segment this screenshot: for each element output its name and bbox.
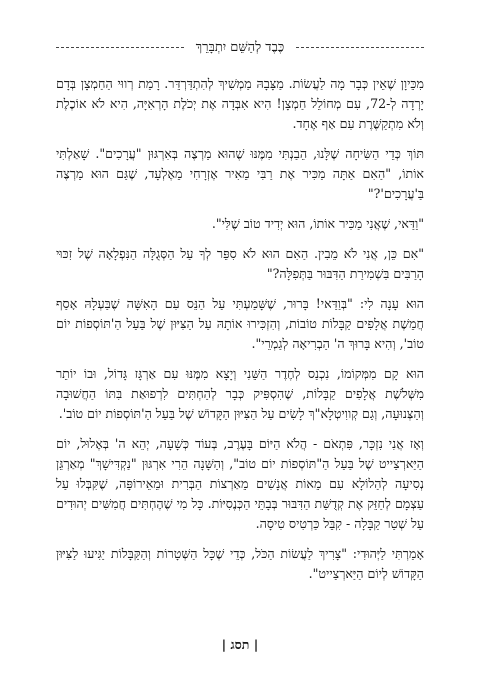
running-head <box>56 36 424 58</box>
paragraph-7: וְאָז אֲנִי נִזְכָּר, פִּתְאֹם - הֲלֹא הַיּוֹם בָּעֶרֶב, בְּעוֹד כְּשָׁעָה, יְהֵא ה' בְּאֶלוּל, יוֹם הַיַּארְצַייט שֶׁל בַּעַל הַ"תּוֹסְפוֹת יוֹם טוֹב", וְהַשָּׁנָה הֵרִי אִרְגּוּן "נַקְדִּישָׁךְ" מְאַרְגֵּן נְסִיעָה לְהַלוֹלָא עִם מֵאוֹת אֲנָשִׁים מֵאַרְצוֹת הַבְּרִית וּמֵאֵירוֹפָּה, שֶׁקִּבְּלוּ עַל עַצְמָם לְחַזֵּק אֶת קְדֻשַּׁת הַדִּבּוּר בְּבָתֵּי הַכְּנֶסִיּוֹת. כָּל מִי שֶׁהֶחְתִּים חֲמִשִּׁים יְהוּדִים עַל שְׁטַר קַבָּלָה - קִבֵּל כַּרְטִיס טִיסָה. <box>56 436 424 531</box>
body-text <box>56 74 424 584</box>
paragraph-2: תּוֹךְ כְּדֵי הַשִּׂיחָה שֶׁלָּנוּ, הֵבַנְתִּי מִמֶּנּוּ שֶׁהוּא מַרְצֶה בְּאִרְגּוּן "עֲרָכִים". שָׁאַלְתִּי אוֹתוֹ, "הַאִם אַתָּה מַכִּיר אֶת רַבִּי מֵאִיר אֶזְרָחִי מֵאֶלְעָד, שֶׁגַּם הוּא מַרְצֶה בַּ'עֲרָכִים'?" <box>56 146 424 201</box>
paragraph-6: הוּא קָם מִמְּקוֹמוֹ, נִכְנַס לְחֶדֶר הַשֵּׁנִי וְיָצָא מִמֶּנּוּ עִם אַרְגָּז גָּדוֹל, וּבוֹ יוֹתֵר מִשְּׁלֹשֶׁת אֲלָפִים קַבָּלוֹת, שֶׁהִסְפִּיק כְּבָר לְהַחְתִּים לִרְפוּאַת בִּתּוֹ הַחֲשׁוּבָה וְהַצְּנוּעָה, וְגַם קְווִיטְלָא"ךְ לָשִׂים עַל הַצִּיּוּן הַקָּדוֹשׁ שֶׁל בַּעַל הַ'תּוֹסְפוֹת יוֹם טוֹב'. <box>56 366 424 421</box>
paragraph-1: מִכֵּיוָן שֶׁאֵין כְּבָר מָה לַעֲשׂוֹת. מַצָּבָהּ מַמְשִׁיךְ לְהִתְדַּרְדֵּר. רָמַת רְווּי הַחַמְצָן בְּדָם יָרְדָה לְ-72, עִם מְחוֹלֵל חַמְצָן! הִיא אִבְּדָה אֶת יְכֹלֶת הָרְאִיָּה, הִיא לֹא אוֹכֶלֶת וְלֹא מִתְקַשֶּׁרֶת עִם אַף אֶחָד. <box>56 76 424 131</box>
paragraph-8: אָמַרְתִּי לַיְּהוּדִי: "צָרִיךְ לַעֲשׂוֹת הַכֹּל, כְּדֵי שֶׁכָּל הַשְּׁטָרוֹת וְהַקַּבָּלוֹת יַגִּיעוּ לַצִּיּוּן הַקָּדוֹשׁ לְיוֹם הַיַּארְצַייט". <box>56 546 424 581</box>
running-head-title: כֶּבֶד לְהַשֵּׁם יִתְבָּרֵךְ <box>195 40 285 55</box>
paragraph-4: "אִם כֵּן, אֲנִי לֹא מֵבִין. הַאִם הוּא לֹא סִפֵּר לְךָ עַל הַסְּגֻלָּה הַנִּפְלָאָה שֶׁל זִכּוּי הָרַבִּים בִּשְׁמִירַת הַדִּבּוּר בַּתְּפִלָּה?" <box>56 246 424 281</box>
paragraph-3: "וַדַּאי, שֶׁאֲנִי מַכִּיר אוֹתוֹ, הוּא יְדִיד טוֹב שֶׁלִּי". <box>211 216 424 231</box>
paragraph-5: הוּא עָנָה לִי: "בְּוַדַּאי! בָּרוּר, שֶׁשָּׁמַעְתִּי עַל הַנֵּס עִם הָאִשָּׁה שֶׁבַּעְלָהּ אָסַף חֲמֵשֶׁת אֲלָפִים קַבָּלוֹת טוֹבוֹת, וְהִזְכִּירוּ אוֹתָהּ עַל הַצִּיּוּן שֶׁל בַּעַל הַ'תּוֹסְפוֹת יוֹם טוֹב', וְהִיא בָּרוּךְ ה' הַבְרִיאָה לְגַמְרֵי". <box>56 296 424 351</box>
page-number: | תסג | <box>221 637 259 652</box>
running-head-rule-right <box>296 47 424 48</box>
running-head-rule-left <box>56 47 184 48</box>
